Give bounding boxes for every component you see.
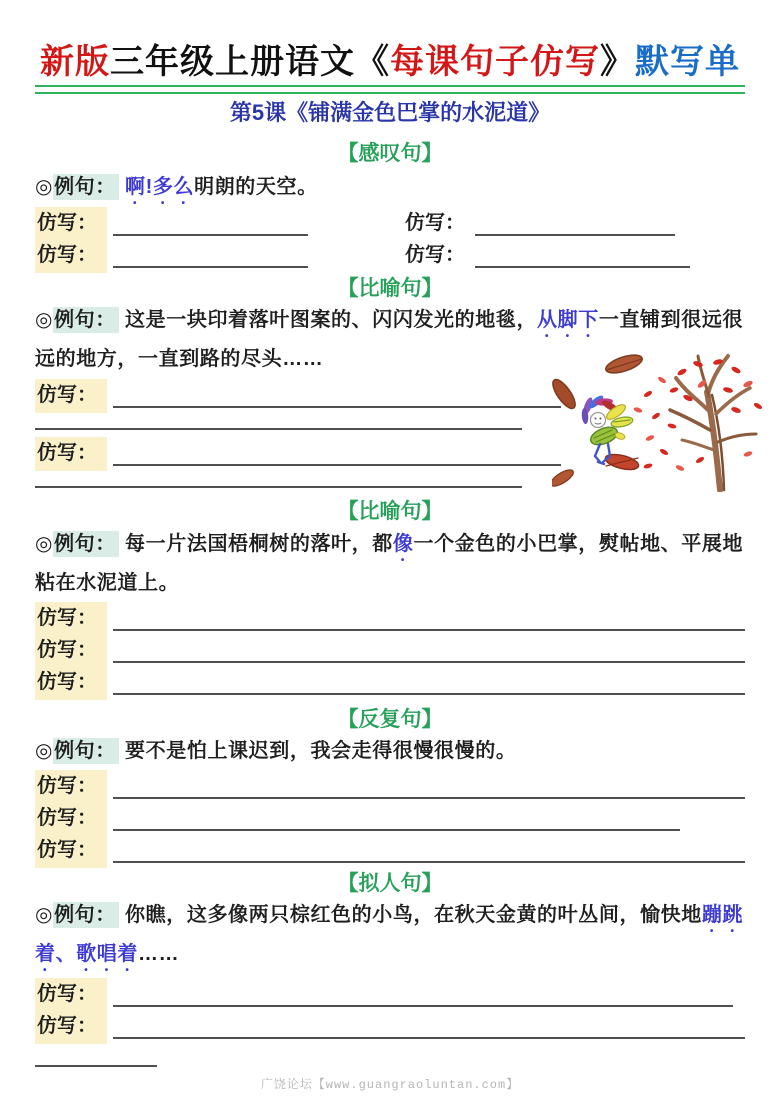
example-sentence [35,898,745,976]
imitate-label: 仿写： [35,634,107,668]
example-sentence [35,170,745,209]
fairy-bird-character [581,394,634,464]
example-label: 例句： [53,174,119,200]
example-segment: 蹦跳着、歌唱着 [35,904,744,965]
imitate-label: 仿写： [35,239,107,273]
title-close-bracket: 》 [600,43,635,81]
imitate-label: 仿写： [405,244,465,266]
imitate-label: 仿写： [35,978,107,1012]
example-label: 例句： [53,902,119,928]
imitation-rows [35,980,745,1044]
imitation-row [35,636,745,668]
title-sheet-type: 默写单 [635,43,740,81]
imitation-row [35,804,745,836]
example-sentence [35,527,745,600]
imitate-label: 仿写： [35,379,107,413]
example-segment: 你瞧，这多像两只棕红色的小鸟，在秋天金黄的叶丛间，愉快地 [125,904,702,926]
imitate-label: 仿写： [405,212,465,234]
imitate-label: 仿写： [35,802,107,836]
imitation-row [35,980,745,1012]
example-segment: 从脚下 [537,309,599,331]
falling-leaves [633,358,763,472]
answer-blank[interactable] [113,627,745,631]
page-title [35,40,745,84]
example-marker-icon: ◎ [35,904,54,926]
imitation-row [35,772,745,804]
example-label: 例句： [53,738,119,764]
example-segment: …… [138,943,180,965]
autumn-tree-illustration [552,350,774,492]
answer-blank[interactable] [113,462,561,466]
title-double-rule [35,85,745,94]
imitation-row [403,209,745,241]
example-segment: 明朗的天空。 [194,176,318,198]
title-grade-subject: 三年级上册语文 [110,43,355,81]
answer-blank[interactable] [113,859,745,863]
imitation-row [403,241,745,273]
example-segment: 一个金色的小巴掌，熨帖地、平展地粘在水泥道上。 [35,533,744,594]
section-header: 【比喻句】 [337,277,443,300]
example-marker-icon: ◎ [35,309,54,331]
section-header: 【反复句】 [337,708,443,731]
title-open-bracket: 《 [355,43,390,81]
imitation-row [35,668,745,700]
answer-continuation-line[interactable] [35,1065,157,1067]
example-marker-icon: ◎ [35,740,54,762]
imitation-row [35,836,745,868]
imitate-label: 仿写： [35,666,107,700]
answer-blank[interactable] [113,1003,733,1007]
answer-blank[interactable] [113,691,745,695]
section-metaphor-2 [35,498,745,700]
imitate-label: 仿写： [35,437,107,471]
imitate-label: 仿写： [35,602,107,636]
example-segment: 要不是怕上课迟到，我会走得很慢很慢的。 [125,740,517,762]
example-marker-icon: ◎ [35,176,54,198]
example-segment: 这是一块印着落叶图案的、闪闪发光的地毯， [125,309,538,331]
imitation-grid [35,209,745,273]
section-header: 【拟人句】 [337,872,443,895]
answer-blank[interactable] [113,404,561,408]
answer-continuation-line[interactable] [35,428,522,430]
autumn-tree-svg [552,350,774,492]
section-header: 【比喻句】 [337,500,443,523]
title-series-name: 每课句子仿写 [390,43,600,81]
answer-blank[interactable] [113,264,308,268]
answer-blank[interactable] [113,827,680,831]
section-personification [35,870,745,1067]
imitation-row [35,1012,745,1044]
example-marker-icon: ◎ [35,533,54,555]
lesson-subtitle: 第5课《铺满金色巴掌的水泥道》 [229,100,551,125]
example-segment: 每一片法国梧桐树的落叶，都 [125,533,393,555]
answer-blank[interactable] [113,795,745,799]
example-segment: 啊!多么 [125,176,195,198]
imitation-row [35,209,403,241]
example-segment: 一直铺到很远很远的地方，一直到路的尽头…… [35,309,744,370]
answer-blank[interactable] [475,264,690,268]
imitate-label: 仿写： [35,207,107,241]
answer-continuation-line[interactable] [35,486,522,488]
answer-blank[interactable] [113,659,745,663]
imitate-label: 仿写： [35,834,107,868]
answer-blank[interactable] [113,1035,745,1039]
section-header: 【感叹句】 [337,142,443,165]
example-label: 例句： [53,531,119,557]
section-repetition [35,706,745,868]
answer-blank[interactable] [475,232,675,236]
imitation-row [35,241,403,273]
imitate-label: 仿写： [35,1010,107,1044]
section-exclamatory [35,140,745,273]
answer-blank[interactable] [113,232,308,236]
footer-watermark: 广饶论坛【www.guangraoluntan.com】 [260,1078,520,1092]
example-sentence [35,734,745,768]
imitation-rows [35,604,745,700]
example-label: 例句： [53,307,119,333]
imitate-label: 仿写： [35,770,107,804]
imitation-row [35,604,745,636]
example-segment: 像 [392,533,414,555]
title-new-edition: 新版 [40,43,110,81]
imitation-rows [35,772,745,868]
